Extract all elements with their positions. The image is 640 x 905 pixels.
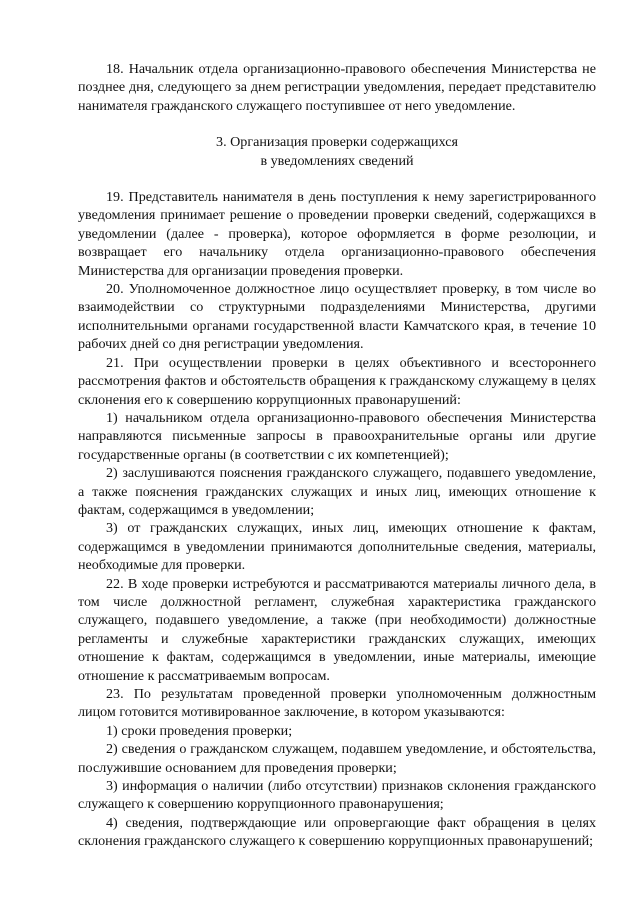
section-heading-line-2: в уведомлениях сведений — [260, 152, 414, 169]
spacer — [78, 170, 596, 188]
paragraph-23-item-2: 2) сведения о гражданском служащем, подавшем уведомление, и обстоятельства, послужившие основанием для проведения проверки; — [78, 741, 596, 776]
spacer — [78, 115, 596, 133]
section-heading-3 — [78, 133, 596, 170]
paragraph-23: 23. По результатам проведенной проверки уполномоченным должностным лицом готовится мотивированное заключение, в котором указываются: — [78, 686, 596, 721]
paragraph-21-item-2: 2) заслушиваются пояснения гражданского служащего, подавшего уведомление, а также пояснения гражданских служащих и иных лиц, имеющих отношение к фактам, содержащимся в уведомлении; — [78, 465, 596, 518]
paragraph-19: 19. Представитель нанимателя в день поступления к нему зарегистрированного уведомления принимает решение о проведении проверки сведений, содержащихся в уведомлении (далее - проверка), которое оформляется в форме резолюции, и возвращает его начальнику отдела организационно-правового обеспечения Министерства для организации проведения проверки. — [78, 189, 596, 279]
paragraph-20: 20. Уполномоченное должностное лицо осуществляет проверку, в том числе во взаимодействии со структурными подразделениями Министерства, другими исполнительными органами государственной власти Камчатского края, в течение 10 рабочих дней со дня регистрации уведомления. — [78, 281, 596, 353]
paragraph-21-item-1: 1) начальником отдела организационно-правового обеспечения Министерства направляются письменные запросы в правоохранительные органы или другие государственные органы (в соответствии с их компетенцией); — [78, 409, 596, 463]
paragraph-21-item-3: 3) от гражданских служащих, иных лиц, имеющих отношение к фактам, содержащимся в уведомлении принимаются дополнительные сведения, материалы, необходимые для проверки. — [78, 520, 596, 574]
paragraph-23-item-3: 3) информация о наличии (либо отсутствии) признаков склонения гражданского служащего к совершению коррупционного правонарушения; — [78, 778, 596, 813]
paragraph-21: 21. При осуществлении проверки в целях объективного и всестороннего рассмотрения фактов и обстоятельств обращения к гражданскому служащему в целях склонения его к совершению коррупционных правонарушений: — [78, 354, 596, 408]
paragraph-18: 18. Начальник отдела организационно-правового обеспечения Министерства не позднее дня, следующего за днем регистрации уведомления, передает представителю нанимателя гражданского служащего поступившее от него уведомление. — [78, 61, 596, 114]
document-page — [78, 60, 596, 851]
section-heading-line-1: 3. Организация проверки содержащихся — [216, 134, 458, 151]
paragraph-23-item-4: 4) сведения, подтверждающие или опровергающие факт обращения в целях склонения гражданского служащего к совершению коррупционных правонарушений; — [78, 814, 596, 850]
paragraph-22: 22. В ходе проверки истребуются и рассматриваются материалы личного дела, в том числе должностной регламент, служебная характеристика гражданского служащего, подавшего уведомление, а также (при необходимости) должностные регламенты и служебные характеристики гражданских служащих, имеющих отношение к фактам, содержащимся в уведомлении, иные материалы, имеющие отношение к рассматриваемым вопросам. — [78, 575, 596, 684]
paragraph-23-item-1: 1) сроки проведения проверки; — [106, 722, 293, 739]
